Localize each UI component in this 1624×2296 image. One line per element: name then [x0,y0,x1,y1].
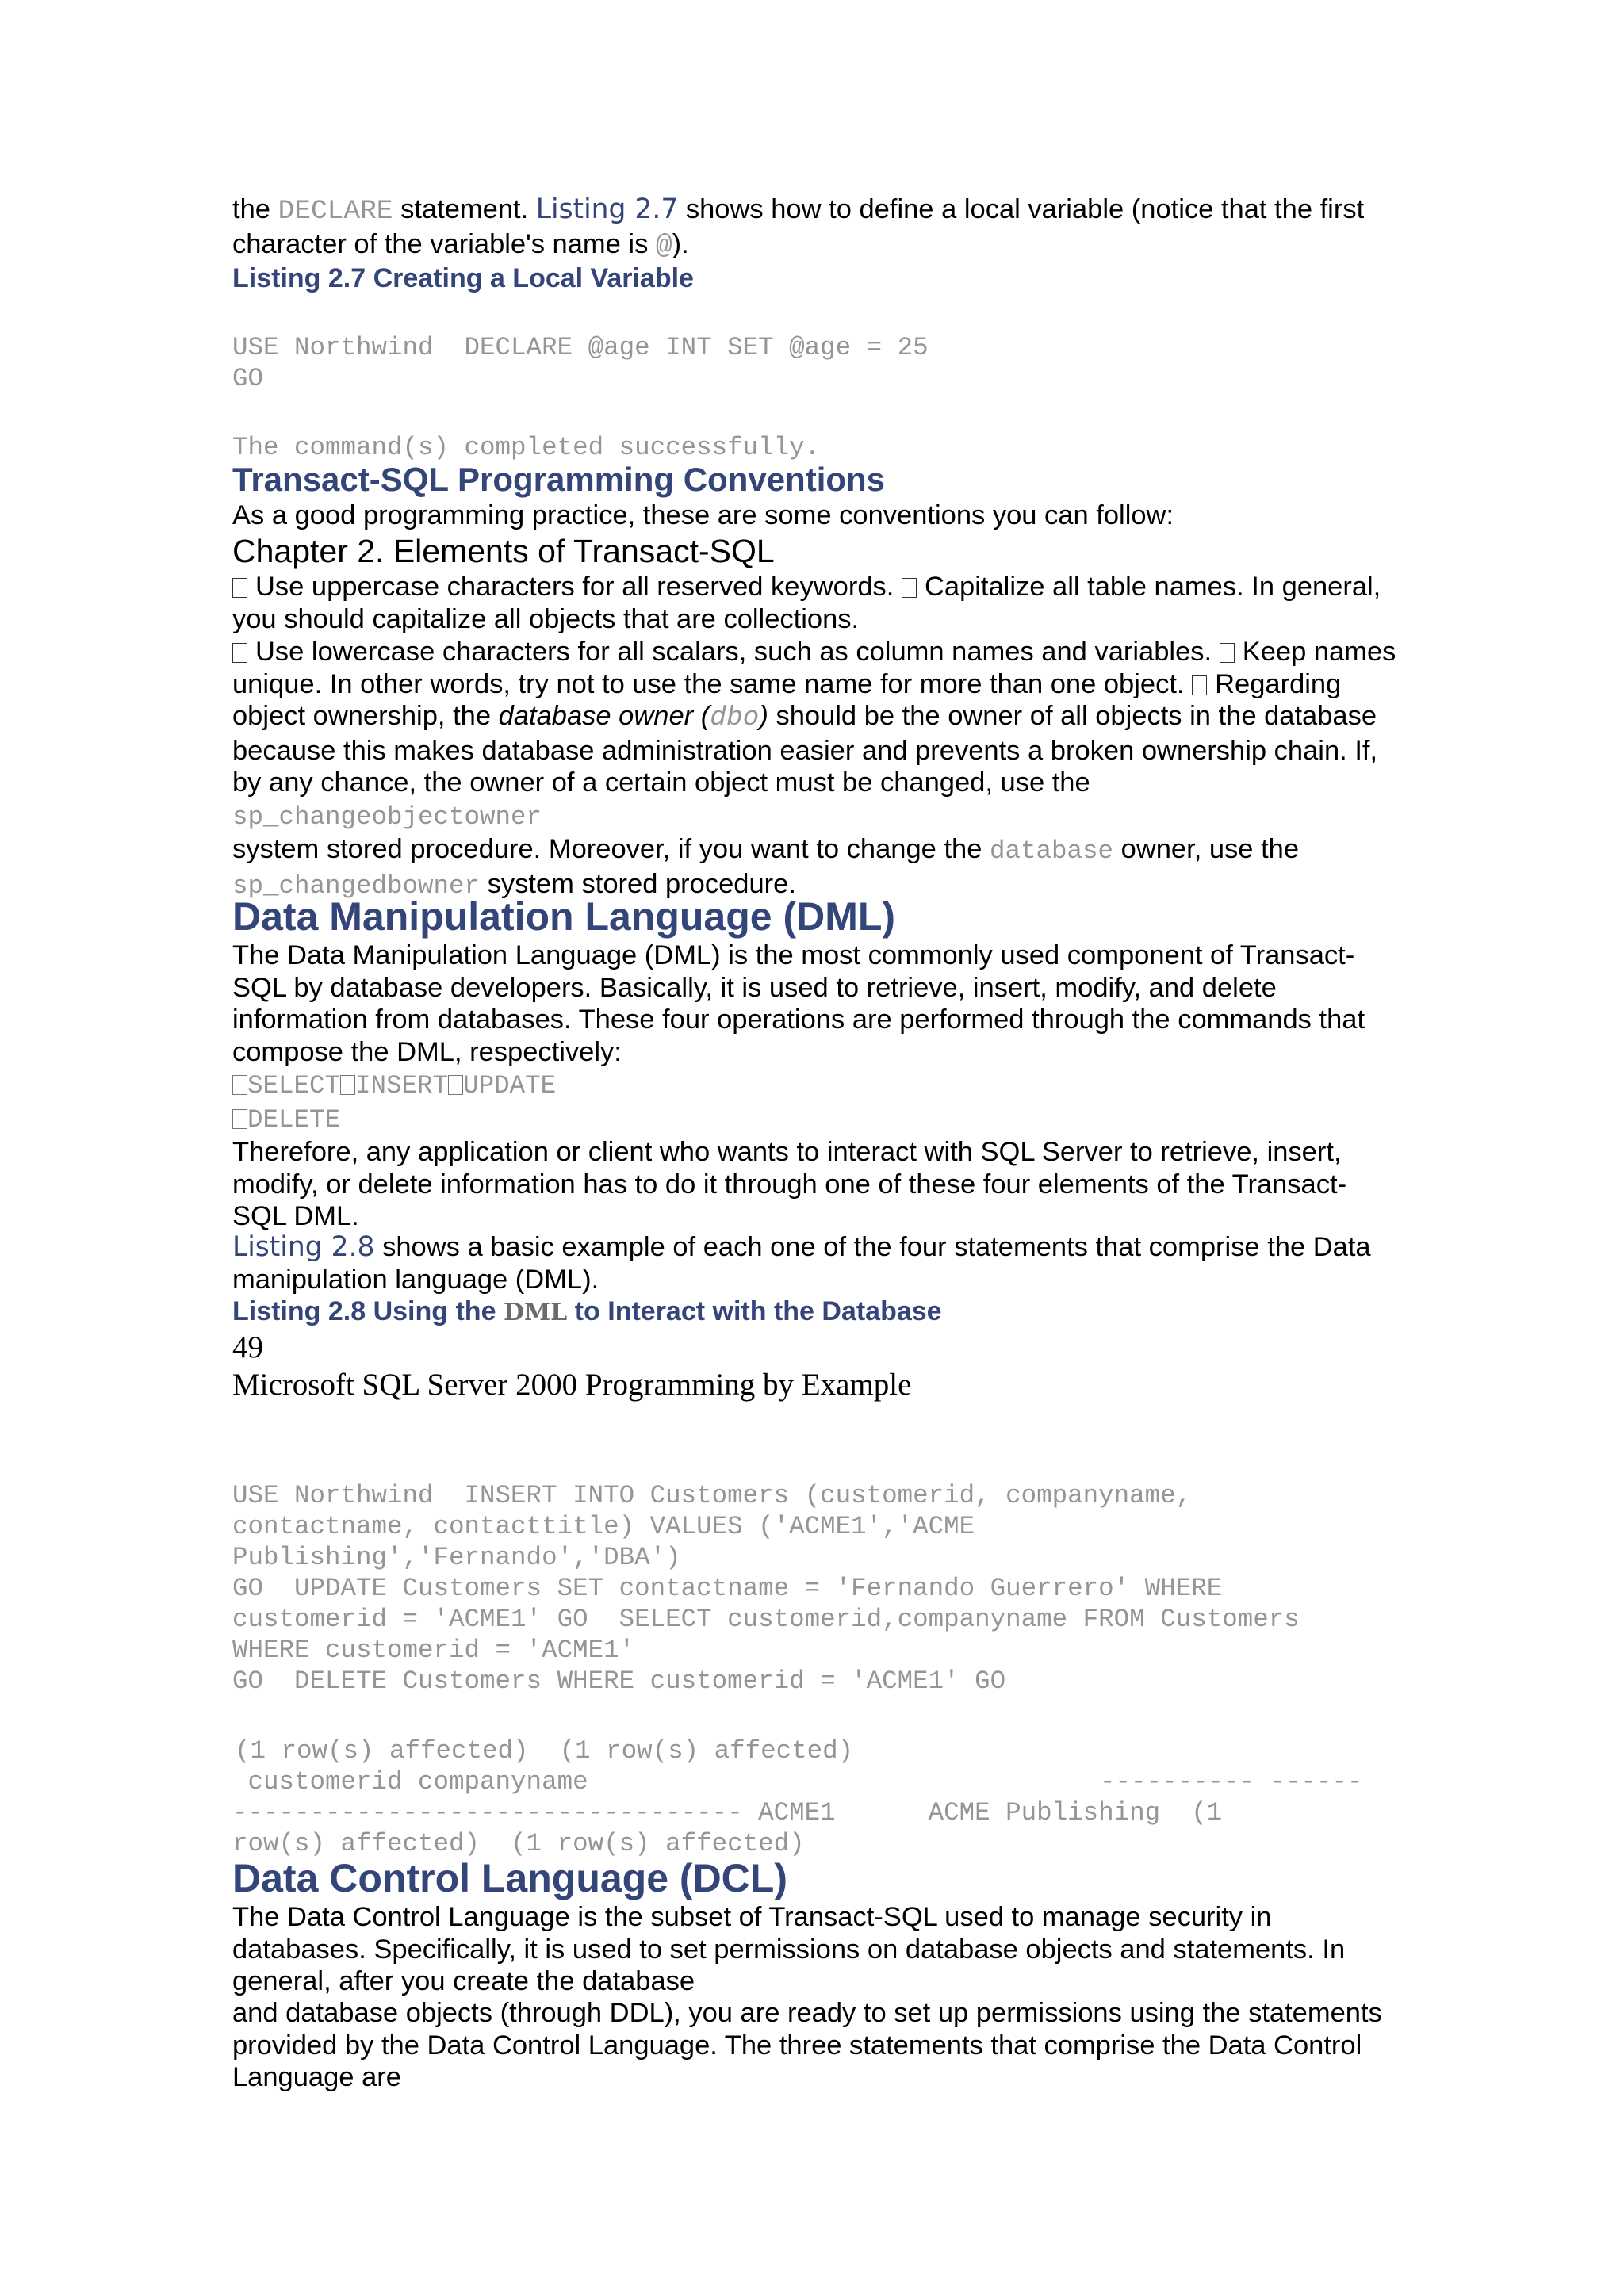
bullet-box-icon [232,1075,247,1095]
bullet-box-icon [902,578,917,598]
dml-paragraph: The Data Manipulation Language (DML) is the most commonly used component of Transact-SQL by database developers. Basically, it is used to retrieve, insert, modify, and delete information from databases. These four operations are performed through the commands that compose the DML, respectively: [232,940,1365,1067]
chapter-header: Chapter 2. Elements of Transact-SQL [232,533,775,569]
dcl-paragraph-1: The Data Control Language is the subset of Transact-SQL used to manage security in databases. Specifically, it is used to set permissions on database objects and statements. In general, after you create the database [232,1902,1346,1996]
declare-keyword: DECLARE [278,196,393,227]
listing-2-8-link[interactable]: Listing 2.8 [232,1231,375,1263]
database-keyword: database [990,836,1114,866]
dml-paragraph-3: Listing 2.8 shows a basic example of each one of the four statements that comprise the Data manipulation language (DML). [232,1231,1371,1295]
listing-2-8-caption: Listing 2.8 Using the DML to Interact with the Database [232,1296,942,1326]
listing-2-8-output-dashes: ---------- ------ [1100,1767,1363,1797]
dcl-heading: Data Control Language (DCL) [232,1856,787,1900]
bullet-box-icon [1192,675,1207,695]
dml-commands-line-2: DELETE [232,1104,340,1135]
sp-changedbowner-keyword: sp_changedbowner [232,871,481,901]
bullet-box-icon [232,1109,247,1129]
conventions-bullets-a: Use uppercase characters for all reserved keywords. Capitalize all table names. In general, you should capitalize all objects that are collections. [232,572,1381,634]
page-number: 49 [232,1330,263,1364]
listing-2-7-code-line-2: GO [232,364,264,393]
dml-commands-line-1: SELECT INSERT UPDATE [232,1070,556,1101]
book-title: Microsoft SQL Server 2000 Programming by Example [232,1368,912,1402]
dml-heading: Data Manipulation Language (DML) [232,894,896,939]
conventions-intro: As a good programming practice, these are some conventions you can follow: [232,500,1174,530]
conventions-bullets-b: Use lowercase characters for all scalars, such as column names and variables. Keep names unique. In other words, try not to use the same name for more than one object. Regarding object ownership, the database owner (dbo) should be the owner of all objects in the database because this makes database administration easier and prevents a broken ownership chain. If, by any chance, the owner of a certain object must be changed, use the sp_changeobjectowner system stored procedure. Moreover, if you want to change the database owner, use the sp_changedbowner system stored procedure. [232,637,1396,901]
listing-2-7-link[interactable]: Listing 2.7 [535,193,679,225]
listing-2-8-output-line-2: customerid companyname [232,1767,588,1797]
dml-keyword: DML [503,1299,568,1326]
listing-2-8-code: USE Northwind INSERT INTO Customers (customerid, companyname, contactname, contacttitle) VALUES ('ACME1','ACME Publishing','Fernando','DBA') GO UPDATE Customers SET contactname = 'Fernando Guerrero' WHERE customerid = 'ACME1' GO SELECT customerid,companyname FROM Customers WHERE customerid = 'ACME1' GO DELETE Customers WHERE customerid = 'ACME1' GO [232,1481,1300,1696]
intro-paragraph: the DECLARE statement. Listing 2.7 shows how to define a local variable (notice that the first character of the variable's name is @). [232,193,1365,262]
bullet-box-icon [232,578,247,598]
bullet-box-icon [232,643,247,663]
conventions-heading: Transact-SQL Programming Conventions [232,461,886,498]
dcl-paragraph-2: and database objects (through DDL), you are ready to set up permissions using the statements provided by the Data Control Language. The three statements that comprise the Data Control Language are [232,1998,1382,2092]
listing-2-7-code-line-1: USE Northwind DECLARE @age INT SET @age = 25 [232,333,929,362]
listing-2-8-output-line-1: (1 row(s) affected) (1 row(s) affected) [235,1736,854,1766]
listing-2-8-output-line-4: row(s) affected) (1 row(s) affected) [232,1829,805,1858]
listing-2-7-output: The command(s) completed successfully. [232,433,821,462]
listing-2-7-caption: Listing 2.7 Creating a Local Variable [232,263,694,293]
bullet-box-icon [340,1075,355,1095]
dbo-keyword: dbo [710,702,760,733]
dml-paragraph-2: Therefore, any application or client who wants to interact with SQL Server to retrieve, insert, modify, or delete information has to do it through one of these four elements of the Transact-SQL DML. [232,1137,1347,1231]
sp-changeobjectowner-keyword: sp_changeobjectowner [232,802,542,832]
bullet-box-icon [1220,643,1235,663]
listing-2-8-output-line-3: --------------------------------- ACME1 ACME Publishing (1 [232,1798,1223,1827]
bullet-box-icon [448,1075,463,1095]
at-symbol: @ [655,230,672,262]
